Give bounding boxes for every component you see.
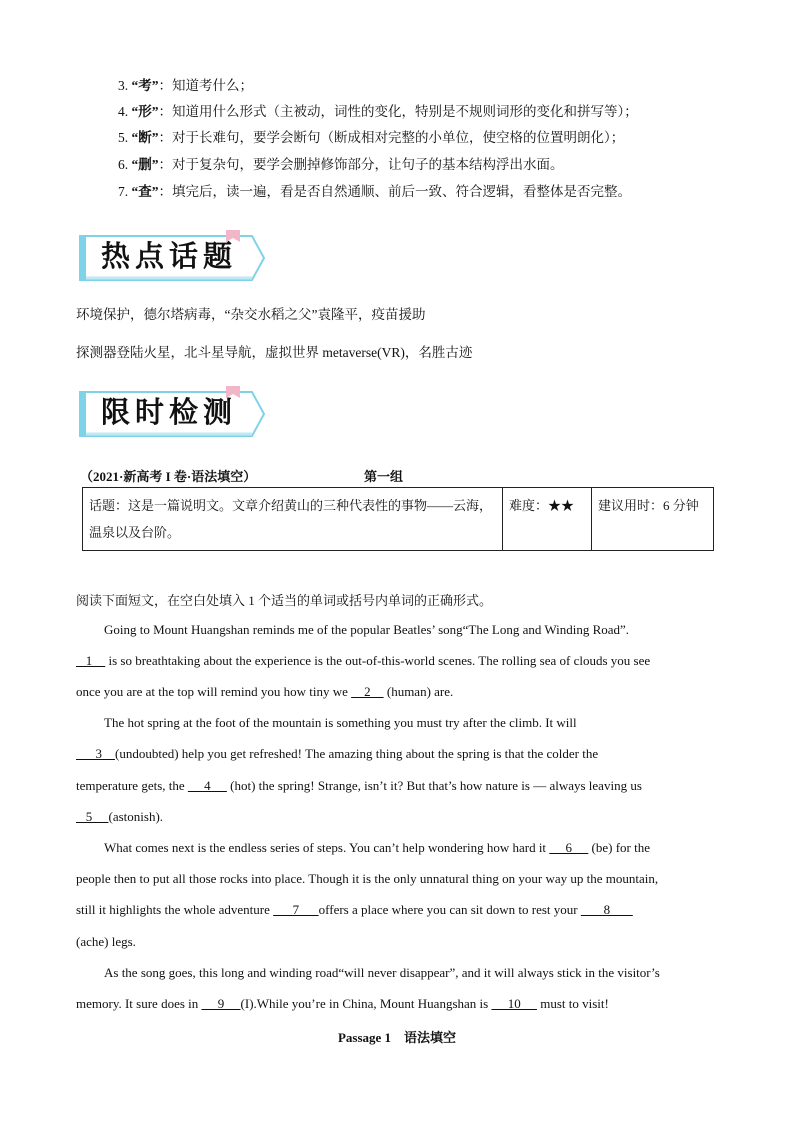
passage-line: The hot spring at the foot of the mountain is something you must try after the climb. It will — [104, 715, 577, 730]
exam-source: （2021·新高考 I 卷·语法填空） — [80, 469, 257, 484]
timed-test-banner — [76, 384, 268, 434]
instruction: 阅读下面短文，在空白处填入 1 个适当的单词或括号内单词的正确形式。 — [76, 593, 493, 608]
passage-line: Going to Mount Huangshan reminds me of the popular Beatles’ song“The Long and Winding Road”. — [104, 622, 630, 637]
difficulty-cell: 难度：★★ — [503, 488, 592, 551]
passage-line: 1 is so breathtaking about the experience is the out-of-this-world scenes. The rolling sea of clouds you see — [76, 653, 651, 668]
blank-7[interactable]: 7 — [273, 902, 319, 917]
star-icon: ★★ — [548, 498, 575, 513]
time-cell: 建议用时：6 分钟 — [592, 488, 714, 551]
passage-line: once you are at the top will remind you how tiny we 2 (human) are. — [76, 684, 454, 699]
passage-line: What comes next is the endless series of steps. You can’t help wondering how hard it 6 (be) for the — [104, 840, 651, 855]
hot-topic-line: 探测器登陆火星，北斗星导航，虚拟世界 metaverse(VR)，名胜古迹 — [76, 345, 473, 360]
tip-item: 3. “考”：知道考什么； — [118, 78, 253, 93]
blank-10[interactable]: 10 — [491, 996, 537, 1011]
tip-item: 7. “查”：填完后，读一遍，看是否自然通顺、前后一致、符合逻辑，看整体是否完整。 — [118, 184, 631, 199]
info-table — [82, 487, 714, 551]
banner-title: 限时检测 — [101, 395, 238, 429]
passage-line: (ache) legs. — [76, 934, 136, 949]
hot-topic-line: 环境保护，德尔塔病毒，“杂交水稻之父”袁隆平，疫苗援助 — [76, 307, 426, 322]
passage-line: As the song goes, this long and winding road“will never disappear”, and it will always stick in the visitor’s — [104, 965, 660, 980]
blank-6[interactable]: 6 — [549, 840, 589, 855]
tip-item: 5. “断”：对于长难句，要学会断句（断成相对完整的小单位，使空格的位置明朗化）； — [118, 130, 625, 145]
passage-line: memory. It sure does in 9 (I).While you’re in China, Mount Huangshan is 10 must to visit! — [76, 996, 609, 1011]
passage-line: 5 (astonish). — [76, 809, 164, 824]
tip-item: 6. “删”：对于复杂句，要学会删掉修饰部分，让句子的基本结构浮出水面。 — [118, 157, 564, 172]
blank-3[interactable]: 3 — [76, 746, 115, 761]
blank-4[interactable]: 4 — [187, 778, 227, 793]
group-label: 第一组 — [364, 469, 404, 484]
tip-item: 4. “形”：知道用什么形式（主被动，词性的变化，特别是不规则词形的变化和拼写等）； — [118, 104, 638, 119]
blank-9[interactable]: 9 — [201, 996, 241, 1011]
passage-line: 3 (undoubted) help you get refreshed! The amazing thing about the spring is that the colder the — [76, 746, 599, 761]
passage-line: temperature gets, the 4 (hot) the spring! Strange, isn’t it? But that’s how nature is — always leaving us — [76, 778, 642, 793]
blank-1[interactable]: 1 — [76, 653, 106, 668]
passage-footer-title: Passage 1 语法填空 — [337, 1030, 457, 1045]
blank-5[interactable]: 5 — [76, 809, 109, 824]
blank-2[interactable]: 2 — [351, 684, 384, 699]
passage-line: people then to put all those rocks into place. Though it is the only unnatural thing on your way up the mountain, — [76, 871, 659, 886]
topic-cell: 话题：这是一篇说明文。文章介绍黄山的三种代表性的事物——云海，温泉以及台阶。 — [83, 488, 503, 551]
hot-topics-banner — [76, 228, 268, 278]
blank-8[interactable]: 8 — [580, 902, 633, 917]
banner-title: 热点话题 — [101, 239, 238, 273]
passage-line: still it highlights the whole adventure 7 offers a place where you can sit down to rest your 8 — [76, 902, 633, 917]
